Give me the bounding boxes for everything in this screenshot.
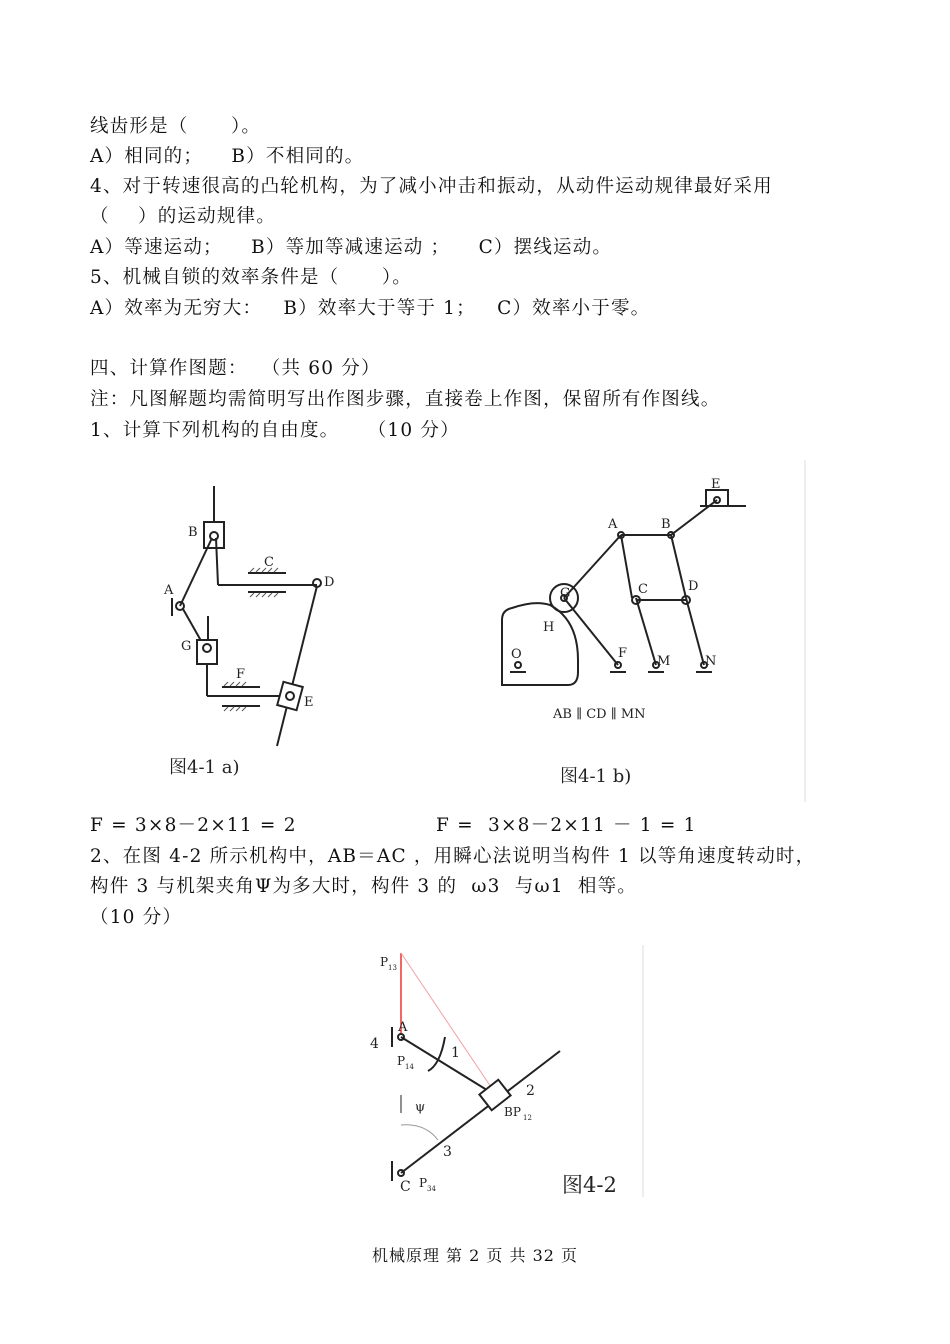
- section-heading: 四、计算作图题： （共 60 分）: [90, 358, 381, 379]
- question-5: 5、机械自锁的效率条件是（ ）。: [90, 267, 413, 288]
- label-b-E: E: [711, 477, 721, 492]
- label-a-C: C: [264, 555, 274, 570]
- label-P13-sub: 13: [388, 964, 397, 972]
- question-5-options: A）效率为无穷大： B）效率大于等于 1； C）效率小于零。: [90, 298, 651, 319]
- caption-4-1b: 图4-1 b): [560, 766, 632, 787]
- label-b-A: A: [608, 517, 618, 532]
- question-2-line2: 构件 3 与机架夹角Ψ为多大时，构件 3 的 ω3 与ω1 相等。: [90, 876, 637, 897]
- caption-4-2: 图4-2: [562, 1173, 617, 1197]
- answer-a: F = 3×8－2×11 = 2: [90, 815, 297, 836]
- label-b-C: C: [638, 582, 648, 597]
- label-4: 4: [370, 1036, 379, 1052]
- page-footer: 机械原理 第 2 页 共 32 页: [371, 1246, 579, 1265]
- caption-4-1a: 图4-1 a): [169, 757, 240, 778]
- question-2-line1: 2、在图 4-2 所示机构中，AB＝AC ，用瞬心法说明当构件 1 以等角速度转动时，: [90, 846, 816, 867]
- question-4-options: A）等速运动； B）等加等减速运动 ； C）摆线运动。: [90, 237, 613, 258]
- label-b-M: M: [657, 654, 671, 669]
- label-C: C: [400, 1179, 411, 1195]
- figure-4-1b: [490, 460, 806, 802]
- label-b-H: H: [543, 620, 555, 635]
- label-P14-sub: 14: [405, 1063, 414, 1071]
- label-P34: P: [419, 1176, 428, 1190]
- question-4-cont: （ ）的运动规律。: [90, 206, 276, 227]
- question-1: 1、计算下列机构的自由度。 （10 分）: [90, 420, 460, 441]
- label-P14: P: [397, 1054, 406, 1068]
- label-1: 1: [451, 1045, 460, 1061]
- label-P34-sub: 34: [427, 1185, 436, 1193]
- question-4: 4、对于转速很高的凸轮机构，为了减小冲击和振动，从动件运动规律最好采用: [90, 176, 773, 197]
- label-b-G: G: [560, 586, 571, 601]
- question-2-line3: （10 分）: [90, 907, 183, 928]
- label-a-F: F: [236, 667, 246, 682]
- label-a-B: B: [188, 525, 198, 540]
- label-P13: P: [380, 955, 389, 969]
- label-2: 2: [526, 1083, 535, 1099]
- label-a-D: D: [324, 575, 335, 590]
- label-psi: ψ: [415, 1100, 426, 1115]
- note-line: 注：凡图解题均需简明写出作图步骤，直接卷上作图，保留所有作图线。: [90, 389, 721, 410]
- label-b-D: D: [688, 579, 699, 594]
- text-line-2: A）相同的； B）不相同的。: [90, 146, 365, 167]
- label-3: 3: [443, 1144, 452, 1160]
- figure-4-2: [360, 945, 650, 1197]
- label-b-B: B: [661, 517, 671, 532]
- text-line-1: 线齿形是（ ）。: [90, 116, 262, 137]
- parallel-note: AB ∥ CD ∥ MN: [553, 707, 646, 722]
- label-a-E: E: [304, 695, 314, 710]
- label-BP12: BP: [504, 1105, 521, 1119]
- label-b-O: O: [511, 647, 522, 662]
- answer-b: F = 3×8－2×11 － 1 = 1: [436, 815, 697, 836]
- label-a-A: A: [164, 583, 174, 598]
- label-a-G: G: [181, 639, 192, 654]
- label-BP12-sub: 12: [523, 1114, 532, 1122]
- label-A: A: [398, 1020, 408, 1035]
- label-b-F: F: [618, 646, 628, 661]
- figure-4-1a: [150, 478, 350, 798]
- label-b-N: N: [705, 654, 717, 669]
